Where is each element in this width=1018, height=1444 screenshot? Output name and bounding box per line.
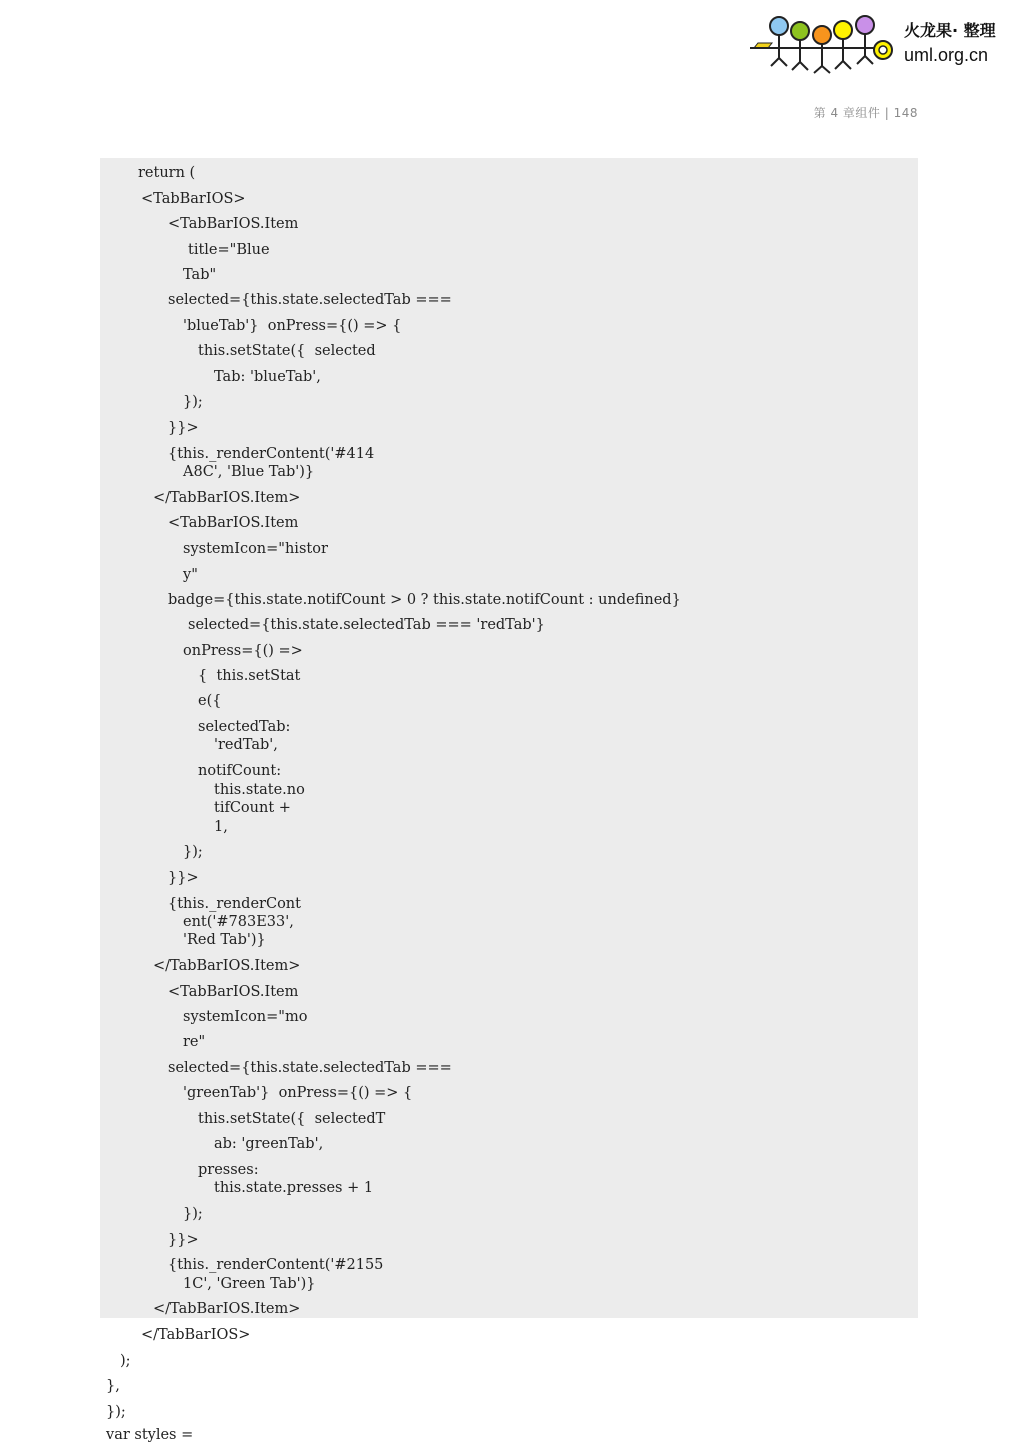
code-line: tifCount + [214,800,291,816]
code-line: ); [120,1353,131,1369]
code-line: Tab" [183,267,217,283]
code-line: selected={this.state.selectedTab === [168,1060,452,1076]
code-line: notifCount: [198,763,282,779]
code-line: Tab: 'blueTab', [214,369,321,385]
code-line: var styles = [106,1427,194,1443]
code-line: {this._renderContent('#2155 [168,1257,384,1273]
code-line: {this._renderCont [168,896,301,912]
code-line: <TabBarIOS.Item [168,216,299,232]
code-line: presses: [198,1162,259,1178]
code-line: systemIcon="mo [183,1009,308,1025]
code-line: }); [183,844,203,860]
code-line: y" [183,567,198,583]
code-line: </TabBarIOS.Item> [153,490,301,506]
code-line: return ( [138,165,196,181]
code-line: </TabBarIOS.Item> [153,1301,301,1317]
code-line: {this._renderContent('#414 [168,446,375,462]
code-line: <TabBarIOS> [141,191,246,207]
code-line: 'Red Tab')} [183,932,266,948]
stick-figures-logo-icon [748,12,896,76]
code-line: }, [106,1378,120,1394]
code-line: selected={this.state.selectedTab === [168,292,452,308]
code-line: }}> [168,420,199,436]
logo-url-text: uml.org.cn [904,45,989,65]
code-line: title="Blue [188,242,270,258]
code-line: e({ [198,693,222,709]
page-header: 第 4 章组件 | 148 [813,106,918,120]
code-line: </TabBarIOS> [141,1327,251,1343]
code-line: this.setState({ selectedT [198,1111,386,1127]
code-line: re" [183,1034,206,1050]
code-line: 'blueTab'} onPress={() => { [183,318,402,334]
code-line: ent('#783E33', [183,914,294,930]
code-line: }); [106,1404,126,1420]
code-line: systemIcon="histor [183,541,328,557]
code-line: this.setState({ selected [198,343,376,359]
code-line: this.state.presses + 1 [214,1180,374,1196]
code-line: 1, [214,819,228,835]
code-line: badge={this.state.notifCount > 0 ? this.state.notifCount : undefined} [168,592,681,608]
code-line: }); [183,394,203,410]
code-line: }); [183,1206,203,1222]
code-line: <TabBarIOS.Item [168,515,299,531]
code-line: 1C', 'Green Tab')} [183,1276,316,1292]
code-line: 'redTab', [214,737,278,753]
code-line: }}> [168,1232,199,1248]
code-line: this.state.no [214,782,305,798]
code-line: selected={this.state.selectedTab === 'redTab'} [188,617,545,633]
logo-brand-text: 火龙果· 整理 [904,21,996,40]
code-line: onPress={() => [183,643,303,659]
code-line: <TabBarIOS.Item [168,984,299,1000]
code-line: selectedTab: [198,719,291,735]
code-line: }}> [168,870,199,886]
code-line: A8C', 'Blue Tab')} [183,464,315,480]
code-line: { this.setStat [198,668,301,684]
code-line: ab: 'greenTab', [214,1136,324,1152]
code-line: 'greenTab'} onPress={() => { [183,1085,413,1101]
code-line: </TabBarIOS.Item> [153,958,301,974]
